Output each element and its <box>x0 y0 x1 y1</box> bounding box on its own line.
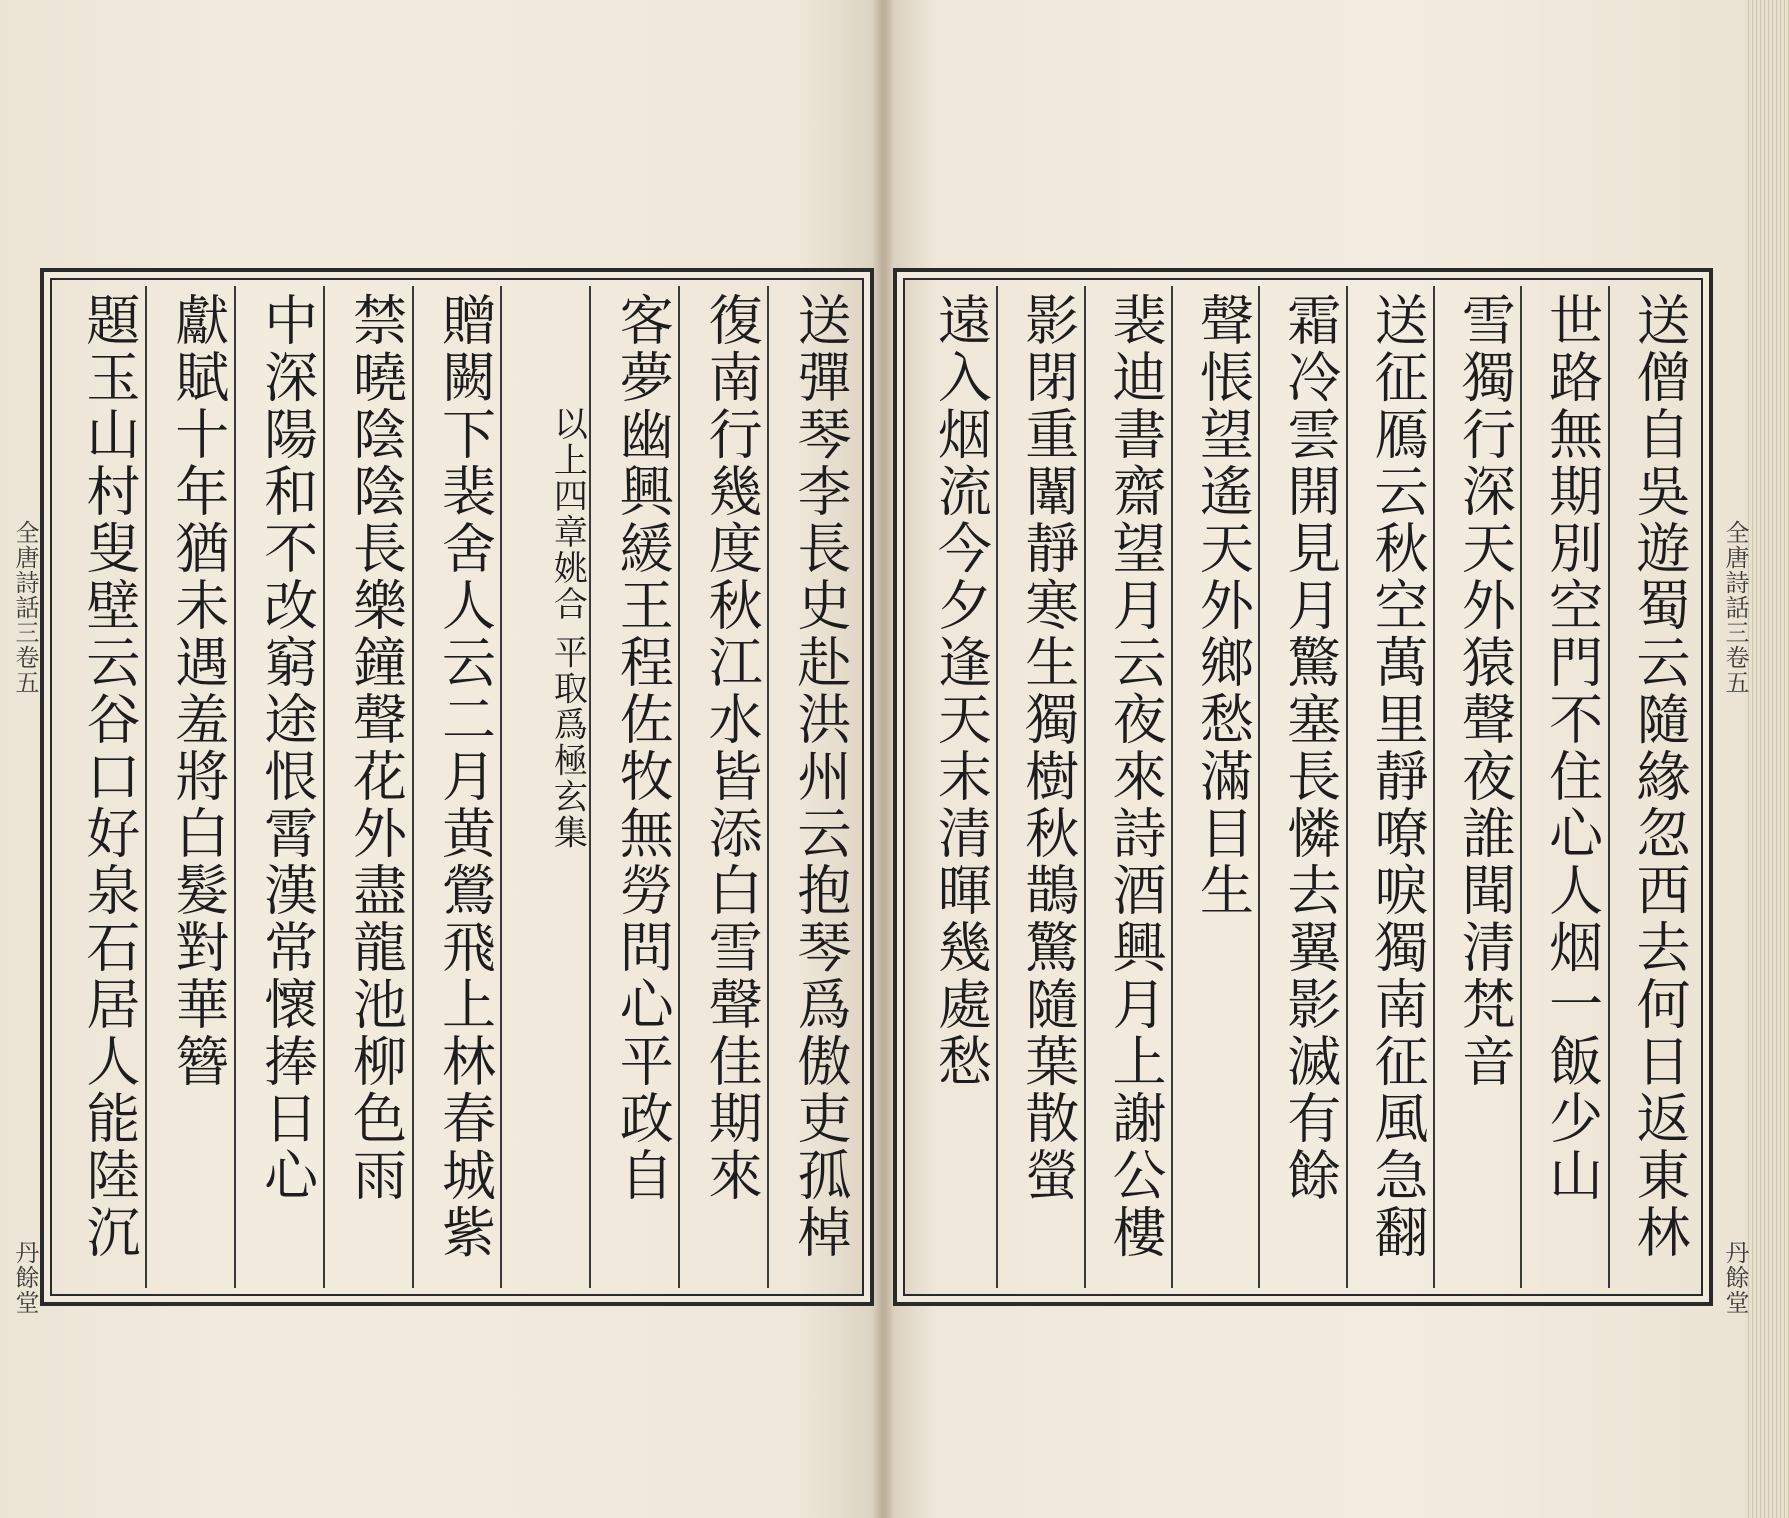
text-column: 雪獨行深天外猿聲夜誰聞清梵音 <box>1433 286 1520 1288</box>
right-text-frame <box>893 268 1713 1306</box>
text-column: 遠入烟流今夕逢天末清暉幾處愁 <box>929 292 993 1090</box>
text-column: 贈闕下裴舍人云二月黄鶯飛上林春城紫 <box>412 286 501 1288</box>
book-gutter <box>872 0 894 1518</box>
text-column: 送彈琴李長史赴洪州云抱琴爲傲吏孤棹 <box>767 286 856 1288</box>
right-margin-title: 全唐詩話三卷五 <box>1721 520 1749 695</box>
text-column: 題玉山村叟壁云谷口好泉石居人能陸沉 <box>77 292 141 1261</box>
left-text-frame <box>40 268 874 1306</box>
text-column: 復南行幾度秋江水皆添白雪聲佳期來 <box>678 286 767 1288</box>
text-column: 裴迪書齋望月云夜來詩酒興月上謝公樓 <box>1084 286 1171 1288</box>
left-columns <box>58 286 856 1288</box>
text-column: 禁曉陰陰長樂鐘聲花外盡龍池柳色雨 <box>323 286 412 1288</box>
text-column: 送征鴈云秋空萬里靜嘹唳獨南征風急翻 <box>1346 286 1433 1288</box>
text-column: 影閉重闈靜寒生獨樹秋鵲驚隨葉散螢 <box>996 286 1083 1288</box>
text-column: 中深陽和不改窮途恨霄漢常懷捧日心 <box>234 286 323 1288</box>
text-column: 送僧自吳遊蜀云隨緣忽西去何日返東林 <box>1608 286 1695 1288</box>
annotation-column: 以上四章姚合 平取爲極玄集 <box>500 286 589 1288</box>
right-margin-publisher: 丹餘堂 <box>1721 1240 1749 1315</box>
text-column: 獻賦十年猶未遇羞將白髮對華簪 <box>145 286 234 1288</box>
text-column: 客夢幽興緩王程佐牧無勞問心平政自 <box>589 286 678 1288</box>
text-column: 霜冷雲開見月驚塞長憐去翼影滅有餘 <box>1258 286 1345 1288</box>
right-columns <box>911 286 1695 1288</box>
left-margin-publisher: 丹餘堂 <box>11 1240 39 1315</box>
text-column: 世路無期別空門不住心人烟一飯少山 <box>1520 286 1607 1288</box>
left-margin-title: 全唐詩話三卷五 <box>11 520 39 695</box>
text-column: 聲悵望遙天外鄉愁滿目生 <box>1171 286 1258 1288</box>
